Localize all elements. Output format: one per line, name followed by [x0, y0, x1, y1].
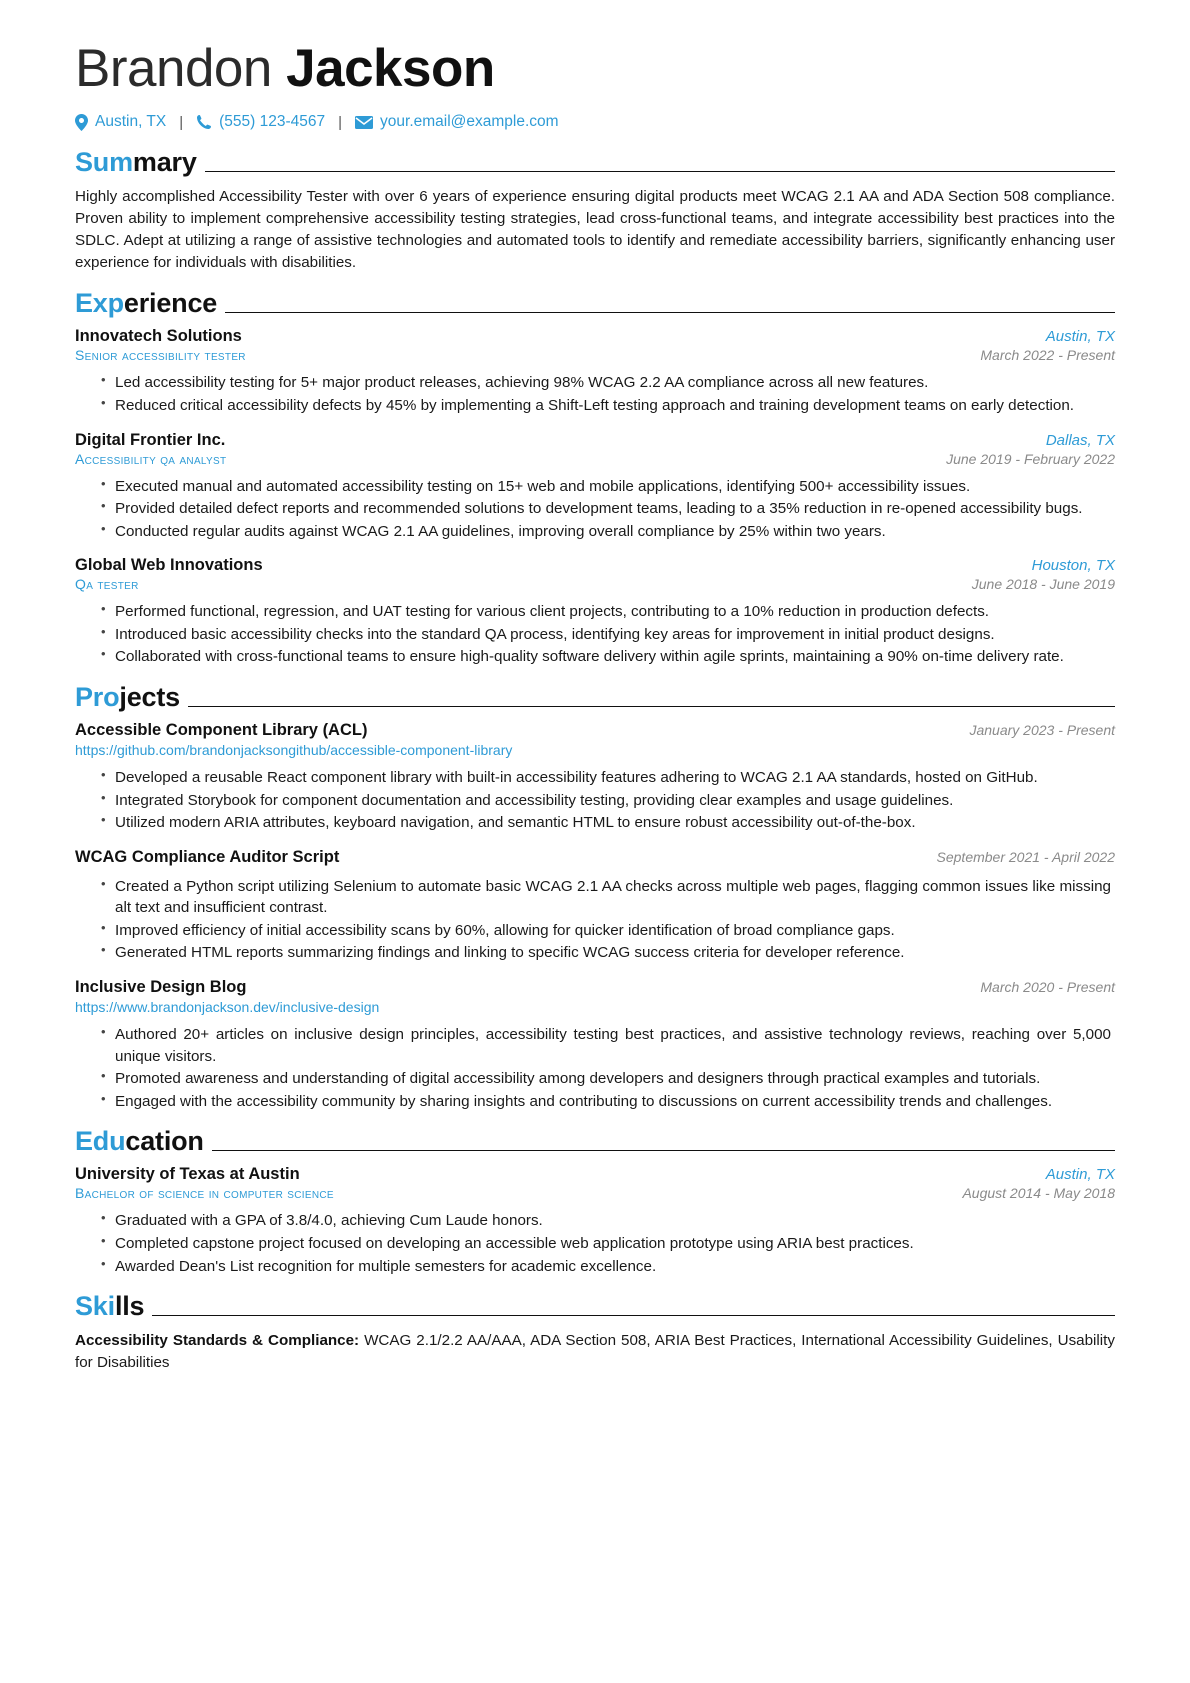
- entry-title-row: [75, 556, 1115, 575]
- entry-organization: Digital Frontier Inc.: [75, 430, 226, 449]
- bullet-list: [75, 767, 1115, 834]
- bullet-item: • Utilized modern ARIA attributes, keyboard navigation, and semantic HTML to ensure robust accessibility out-of-the-box.: [115, 812, 1115, 834]
- skill-group: [75, 1330, 1115, 1374]
- project-dates: March 2020 - Present: [980, 979, 1115, 996]
- bullet-item: • Promoted awareness and understanding of digital accessibility among developers and designers through practical examples and tutorials.: [115, 1068, 1115, 1090]
- bullet-item: • Engaged with the accessibility community by sharing insights and contributing to discussions on current accessibility trends and challenges.: [115, 1091, 1115, 1113]
- phone-icon: [196, 114, 212, 130]
- section-experience: [75, 290, 1115, 668]
- contact-separator-2: |: [338, 113, 343, 131]
- projects-title-highlight: Pro: [75, 681, 120, 712]
- contact-location: [75, 113, 166, 131]
- bullet-item: • Conducted regular audits against WCAG 2.1 AA guidelines, improving overall compliance by 25% within two years.: [115, 521, 1115, 543]
- experience-title: [75, 290, 217, 317]
- experience-heading: [75, 290, 1115, 317]
- bullet-item: • Developed a reusable React component library with built-in accessibility features adhering to WCAG 2.1 AA standards, hosted on GitHub.: [115, 767, 1115, 789]
- entry-title-row: [75, 431, 1115, 450]
- education-entry-list: [75, 1165, 1115, 1277]
- candidate-name: [75, 40, 1115, 97]
- entry-organization: Innovatech Solutions: [75, 327, 242, 346]
- experience-entry-list: [75, 327, 1115, 668]
- resume-header: [75, 40, 1115, 131]
- contact-email[interactable]: [355, 113, 559, 131]
- section-projects: [75, 681, 1115, 1112]
- section-skills: [75, 1293, 1115, 1374]
- education-title: [75, 1128, 204, 1155]
- bullet-list: [75, 876, 1115, 964]
- bullet-item: • Executed manual and automated accessibility testing on 15+ web and mobile applications, identifying 500+ accessibility issues.: [115, 476, 1115, 498]
- skill-items: WCAG 2.1/2.2 AA/AAA, ADA Section 508, ARIA Best Practices, International Accessibility Guidelines, Usability for Disabilities: [75, 1332, 1115, 1372]
- skills-title-highlight: Ski: [75, 1291, 115, 1322]
- entry-location: Houston, TX: [1031, 557, 1115, 575]
- bullet-item: • Graduated with a GPA of 3.8/4.0, achieving Cum Laude honors.: [115, 1210, 1115, 1232]
- bullet-item: • Reduced critical accessibility defects by 45% by implementing a Shift-Left testing approach and training development teams on early detection.: [115, 395, 1115, 417]
- summary-rule: [205, 171, 1115, 172]
- entry-title-row: [75, 327, 1115, 346]
- first-name: Brandon: [75, 39, 272, 98]
- project-title-row: [75, 721, 1115, 740]
- skills-rule: [152, 1315, 1115, 1316]
- bullet-list: [75, 476, 1115, 543]
- project-title-row: [75, 848, 1115, 867]
- project-entry: [75, 848, 1115, 964]
- experience-title-highlight: Exp: [75, 288, 124, 319]
- contact-bar: [75, 113, 1115, 131]
- education-title-highlight: Edu: [75, 1126, 126, 1157]
- bullet-item: • Generated HTML reports summarizing findings and linking to specific WCAG success criteria for developer reference.: [115, 942, 1115, 964]
- envelope-icon: [355, 116, 373, 129]
- entry-location: Dallas, TX: [1045, 431, 1115, 449]
- bullet-item: • Integrated Storybook for component documentation and accessibility testing, providing clear examples and usage guidelines.: [115, 790, 1115, 812]
- project-entry: [75, 978, 1115, 1112]
- bullet-list: [75, 1210, 1115, 1277]
- project-entry: [75, 721, 1115, 834]
- resume-entry: [75, 556, 1115, 668]
- bullet-item: • Introduced basic accessibility checks into the standard QA process, identifying key areas for improvement in initial product designs.: [115, 624, 1115, 646]
- resume-entry: [75, 327, 1115, 416]
- contact-separator-1: |: [179, 113, 184, 131]
- entry-role-row: [75, 1185, 1115, 1201]
- education-title-rest: cation: [125, 1126, 204, 1157]
- projects-heading: [75, 681, 1115, 712]
- project-name: Accessible Component Library (ACL): [75, 720, 368, 739]
- education-heading: [75, 1128, 1115, 1155]
- email-text[interactable]: your.email@example.com: [380, 113, 559, 131]
- projects-title-rest: jects: [119, 681, 180, 712]
- entry-title-row: [75, 1165, 1115, 1184]
- project-title-row: [75, 978, 1115, 997]
- bullet-item: • Led accessibility testing for 5+ major product releases, achieving 98% WCAG 2.2 AA compliance across all new features.: [115, 372, 1115, 394]
- bullet-item: • Collaborated with cross-functional teams to ensure high-quality software delivery within agile sprints, maintaining a 90% on-time delivery rate.: [115, 646, 1115, 668]
- contact-phone[interactable]: [196, 113, 325, 131]
- entry-dates: June 2018 - June 2019: [971, 576, 1115, 593]
- entry-dates: August 2014 - May 2018: [962, 1185, 1115, 1202]
- skills-group-list: [75, 1330, 1115, 1374]
- project-name: WCAG Compliance Auditor Script: [75, 847, 340, 866]
- summary-title-highlight: Sum: [75, 147, 133, 178]
- summary-title-rest: mary: [132, 147, 197, 178]
- projects-entry-list: [75, 721, 1115, 1112]
- map-pin-icon: [75, 114, 88, 131]
- project-dates: September 2021 - April 2022: [936, 848, 1115, 865]
- entry-role-row: [75, 451, 1115, 467]
- entry-dates: June 2019 - February 2022: [946, 450, 1115, 467]
- entry-role: Bachelor of science in computer science: [75, 1185, 334, 1202]
- experience-rule: [225, 312, 1115, 313]
- last-name: Jackson: [286, 39, 495, 98]
- skills-title-rest: lls: [114, 1291, 145, 1322]
- entry-dates: March 2022 - Present: [980, 347, 1115, 364]
- bullet-item: • Created a Python script utilizing Selenium to automate basic WCAG 2.1 AA checks across multiple web pages, flagging common issues like missing alt text and insufficient contrast.: [115, 876, 1115, 919]
- project-url-link[interactable]: https://github.com/brandonjacksongithub/accessible-component-library: [75, 741, 513, 758]
- project-name: Inclusive Design Blog: [75, 978, 247, 997]
- bullet-list: [75, 601, 1115, 668]
- entry-role: Accessibility qa analyst: [75, 450, 227, 467]
- skills-title: [75, 1293, 144, 1320]
- bullet-item: • Awarded Dean's List recognition for multiple semesters for academic excellence.: [115, 1256, 1115, 1278]
- summary-title: [75, 149, 197, 176]
- bullet-list: [75, 372, 1115, 416]
- bullet-item: • Completed capstone project focused on developing an accessible web application prototype using ARIA best practices.: [115, 1233, 1115, 1255]
- entry-role-row: [75, 576, 1115, 592]
- entry-role-row: [75, 347, 1115, 363]
- project-dates: January 2023 - Present: [969, 721, 1115, 738]
- skills-heading: [75, 1293, 1115, 1320]
- entry-role: Senior accessibility tester: [75, 347, 246, 364]
- summary-text: Highly accomplished Accessibility Tester with over 6 years of experience ensuring digital products meet WCAG 2.1 AA and ADA Section 508 compliance. Proven ability to implement comprehensive accessibility testing strategies, lead cross-functional teams, and integrate accessibility best practices into the SDLC. Adept at utilizing a range of assistive technologies and automated tools to identify and remediate accessibility barriers, significantly enhancing user experience for individuals with disabilities.: [75, 188, 1115, 272]
- project-url-link[interactable]: https://www.brandonjackson.dev/inclusive-design: [75, 999, 380, 1016]
- bullet-item: • Performed functional, regression, and UAT testing for various client projects, contributing to a 10% reduction in production defects.: [115, 601, 1115, 623]
- bullet-list: [75, 1024, 1115, 1112]
- entry-location: Austin, TX: [1045, 1166, 1115, 1184]
- resume-entry: [75, 1165, 1115, 1277]
- experience-title-rest: erience: [123, 288, 218, 319]
- entry-organization: University of Texas at Austin: [75, 1165, 300, 1184]
- phone-text[interactable]: (555) 123-4567: [219, 113, 326, 131]
- skill-category: Accessibility Standards & Compliance:: [75, 1332, 360, 1350]
- resume-entry: [75, 431, 1115, 543]
- bullet-item: • Improved efficiency of initial accessibility scans by 60%, allowing for quicker identification of broad compliance gaps.: [115, 920, 1115, 942]
- location-text: Austin, TX: [95, 113, 167, 131]
- bullet-item: • Authored 20+ articles on inclusive design principles, accessibility testing best practices, and assistive technology reviews, reaching over 5,000 unique visitors.: [115, 1024, 1115, 1067]
- entry-role: Qa tester: [75, 576, 139, 593]
- projects-title: [75, 681, 180, 712]
- section-education: [75, 1128, 1115, 1277]
- projects-rule: [188, 706, 1115, 707]
- section-summary: [75, 149, 1115, 274]
- education-rule: [212, 1150, 1115, 1151]
- entry-location: Austin, TX: [1045, 328, 1115, 346]
- summary-heading: [75, 149, 1115, 176]
- bullet-item: • Provided detailed defect reports and recommended solutions to development teams, leading to a 35% reduction in re-opened accessibility bugs.: [115, 498, 1115, 520]
- entry-organization: Global Web Innovations: [75, 556, 263, 575]
